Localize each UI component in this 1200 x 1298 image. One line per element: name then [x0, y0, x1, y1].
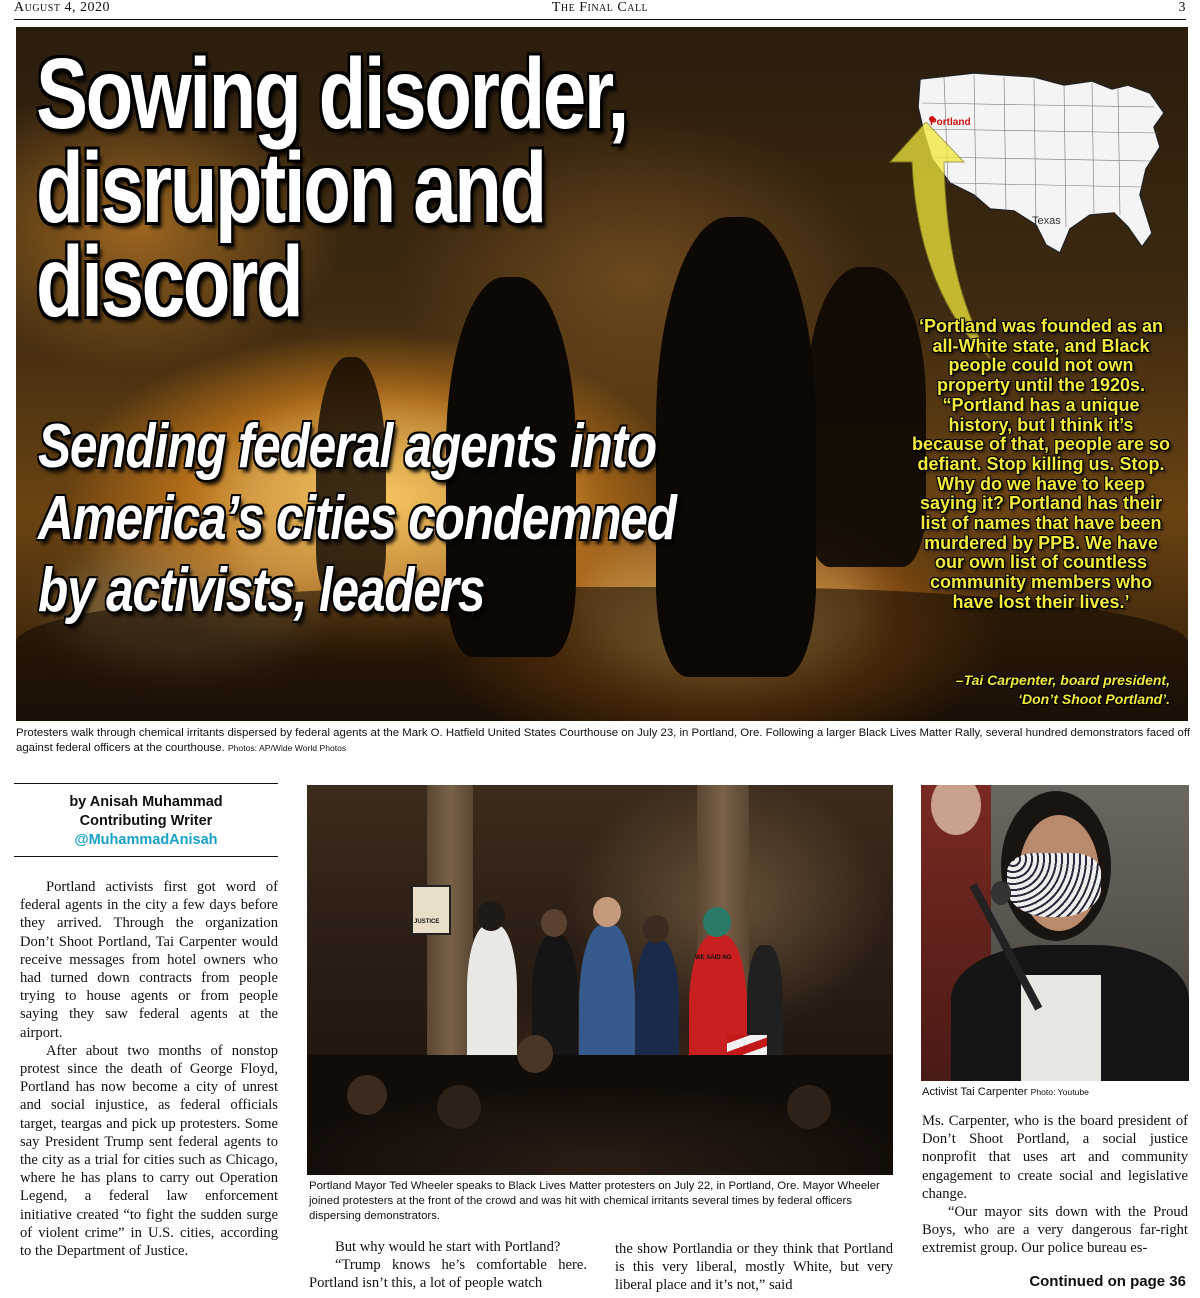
center-photo-caption: Portland Mayor Ted Wheeler speaks to Black Lives Matter protesters on July 22, in Portland, Ore. Mayor Wheeler joined protesters at the front of the crowd and was hit with chemical irritants several times by federal officers dispersing demonstrators.	[309, 1180, 880, 1222]
face-mask	[1007, 853, 1101, 917]
caption-text: Activist Tai Carpenter	[922, 1086, 1028, 1098]
issue-date: August 4, 2020	[14, 0, 110, 15]
article-column-4	[922, 1112, 1188, 1258]
subheadline-line: by activists, leaders	[38, 556, 485, 625]
crowd-head	[437, 1085, 481, 1129]
article-column-3	[615, 1240, 893, 1295]
subheadline	[38, 411, 838, 627]
article-column-2	[309, 1238, 587, 1293]
pull-quote-attribution	[910, 671, 1170, 709]
photo-credit: Photos: AP/Wide World Photos	[227, 743, 347, 753]
author-name: by Anisah Muhammad	[69, 794, 223, 810]
paragraph: After about two months of nonstop protest since the death of George Floyd, Portland has now become a city of unrest and social injustice, as federal officials target, teargas and pick up protesters. Some say President Trump sent federal agents to the city as a trial for cities such as Chicago, where he has plans to carry out Operation Legend, a federal law enforcement initiative created “to fight the sudden surge of violent crime” in U.S. cities, according to the Department of Justice.	[20, 1042, 278, 1260]
paragraph: Ms. Carpenter, who is the board president of Don’t Shoot Portland, a social justice nonprofit that uses art and community engagement to create social and legislative change.	[922, 1113, 1188, 1202]
pull-quote: ‘Portland was founded as an all-White state, and Black people could not own property until the 1920s. “Portland has a unique history, but I think it’s because of that, people are so defiant. Stop killing us. Stop. Why do we have to keep saying it? Portland has their list of names that have been murdered by PPB. We have our own list of countless community members who have lost their lives.’	[911, 316, 1171, 612]
protester-head	[643, 915, 669, 943]
author-role: Contributing Writer	[79, 813, 213, 829]
headline	[36, 38, 722, 338]
subheadline-line: Sending federal agents into	[38, 412, 656, 481]
crowd-head	[517, 1035, 553, 1073]
article-column-1	[20, 878, 278, 1260]
continued-on-link[interactable]: Continued on page 36	[1029, 1273, 1186, 1290]
protester-head	[703, 907, 731, 937]
publication-name: The Final Call	[551, 0, 649, 15]
headline-line: disruption and	[36, 132, 545, 244]
photo-credit: Photo: Youtube	[1030, 1087, 1089, 1097]
shirt-text: WE SAID NO	[695, 955, 732, 961]
mayor-head	[593, 897, 621, 927]
hero-photo	[16, 27, 1188, 721]
byline	[14, 783, 278, 857]
author-social-handle[interactable]: @MuhammadAnisah	[74, 832, 218, 848]
crowd-head	[787, 1085, 831, 1129]
attribution-line: ‘Don’t Shoot Portland’.	[1018, 691, 1170, 707]
paragraph: “Our mayor sits down with the Proud Boys, who are a very dangerous far-right extremist group. Our police bureau es-	[922, 1204, 1188, 1257]
headline-line: discord	[36, 226, 302, 338]
sign-text: JUSTICE	[414, 919, 440, 925]
subheadline-line: America’s cities condemned	[38, 484, 676, 553]
center-photo	[307, 785, 893, 1175]
protester-head	[541, 909, 567, 937]
caption-text: Protesters walk through chemical irritants dispersed by federal agents at the Mark O. Hatfield United States Courthouse on July 23, in Portland, Ore. Following a larger Black Lives Matter Rally, several hundred demonstrators faced off against federal officers at the courthouse.	[16, 727, 1191, 754]
crowd-head	[347, 1075, 387, 1115]
hero-photo-caption	[16, 726, 1192, 756]
portland-map-label: Portland	[930, 117, 971, 128]
protester-head	[477, 901, 505, 931]
paragraph: the show Portlandia or they think that Portland is this very liberal, mostly White, but very liberal place and it’s not,” said	[615, 1241, 893, 1294]
paragraph: Portland activists first got word of federal agents in the city a few days before they arrived. Through the organization Don’t Shoot Portland, Tai Carpenter would receive messages from hotel owners who had turned down contracts from people trying to house agents or from people saying they saw federal agents at the airport.	[20, 879, 278, 1041]
folio-line	[14, 0, 1186, 20]
headline-line: Sowing disorder,	[36, 38, 627, 150]
right-photo-caption	[922, 1086, 1190, 1098]
paragraph: But why would he start with Portland?	[335, 1239, 561, 1255]
microphone-icon	[991, 881, 1011, 905]
protest-sign	[411, 885, 451, 935]
paragraph: “Trump knows he’s comfortable here. Portland isn’t this, a lot of people watch	[309, 1257, 587, 1292]
right-photo	[921, 785, 1189, 1081]
attribution-line: –Tai Carpenter, board president,	[955, 672, 1170, 688]
page-number: 3	[1178, 0, 1186, 15]
texas-map-label: Texas	[1032, 215, 1061, 227]
